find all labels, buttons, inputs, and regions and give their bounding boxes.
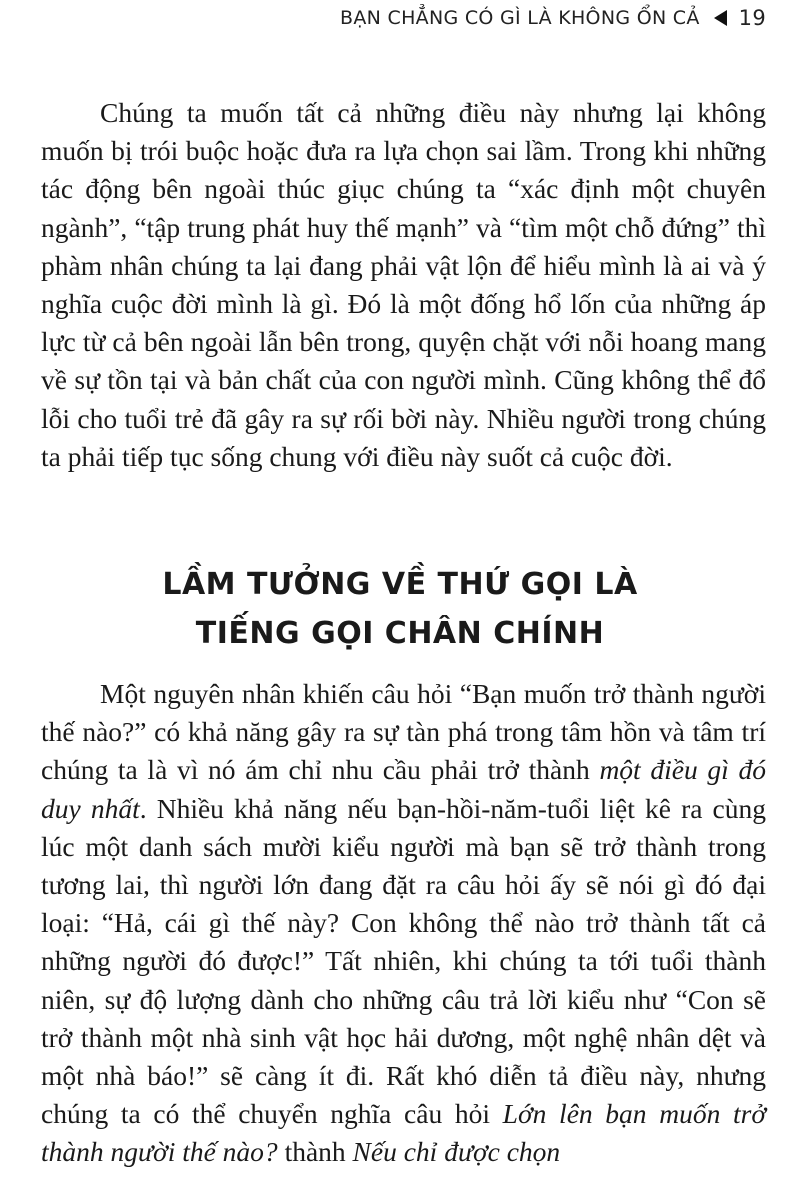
paragraph-text: . Nhiều khả năng nếu bạn-hồi-năm-tuổi liệt kê ra cùng lúc một danh sách mười kiểu người mà bạn sẽ trở thành trong tương lai, thì người lớn đang đặt ra câu hỏi ấy sẽ nói gì đó đại loại: “Hả, cái gì thế này? Con không thể nào trở thành tất cả những người đó được!” Tất nhiên, khi chúng ta tới tuổi thành niên, sự độ lượng dành cho những câu trả lời kiểu như “Con sẽ trở thành một nhà sinh vật học hải dương, một nghệ nhân dệt và một nhà báo!” sẽ càng ít đi. Rất khó diễn tả điều này, nhưng chúng ta có thể chuyển nghĩa câu hỏi: [41, 792, 766, 1130]
italic-phrase: Nếu chỉ được chọn: [352, 1136, 561, 1168]
running-title: BẠN CHẲNG CÓ GÌ LÀ KHÔNG ỔN CẢ: [340, 7, 700, 29]
paragraph-intro: Chúng ta muốn tất cả những điều này nhưng lại không muốn bị trói buộc hoặc đưa ra lựa chọn sai lầm. Trong khi những tác động bên ngoài thúc giục chúng ta “xác định một chuyên ngành”, “tập trung phát huy thế mạnh” và “tìm một chỗ đứng” thì phàm nhân chúng ta lại đang phải vật lộn để hiểu mình là ai và ý nghĩa cuộc đời mình là gì. Đó là một đống hổ lốn của những áp lực từ cả bên ngoài lẫn bên trong, quyện chặt với nỗi hoang mang về sự tồn tại và bản chất của con người mình. Cũng không thể đổ lỗi cho tuổi trẻ đã gây ra sự rối bời này. Nhiều người trong chúng ta phải tiếp tục sống chung với điều này suốt cả cuộc đời.: [41, 97, 766, 472]
paragraph-text: Một nguyên nhân khiến câu hỏi “Bạn muốn trở thành người thế nào?” có khả năng gây ra sự tàn phá trong tâm hồn và tâm trí chúng ta là vì nó ám chỉ nhu cầu phải trở thành: [41, 678, 766, 786]
section-heading: [0, 560, 800, 658]
section-heading-line-2: TIẾNG GỌI CHÂN CHÍNH: [195, 616, 605, 651]
italic-phrase: một điều gì đó duy nhất: [41, 754, 766, 824]
paragraph-text: thành: [277, 1136, 353, 1168]
running-header: [340, 6, 766, 30]
page-number: 19: [738, 6, 766, 30]
italic-phrase: Lớn lên bạn muốn trở thành người thế nào?: [41, 1098, 766, 1168]
section-heading-line-1: LẦM TƯỞNG VỀ THỨ GỌI LÀ: [162, 567, 638, 602]
paragraph-myth: [41, 675, 766, 1172]
triangle-left-icon: [714, 10, 727, 26]
